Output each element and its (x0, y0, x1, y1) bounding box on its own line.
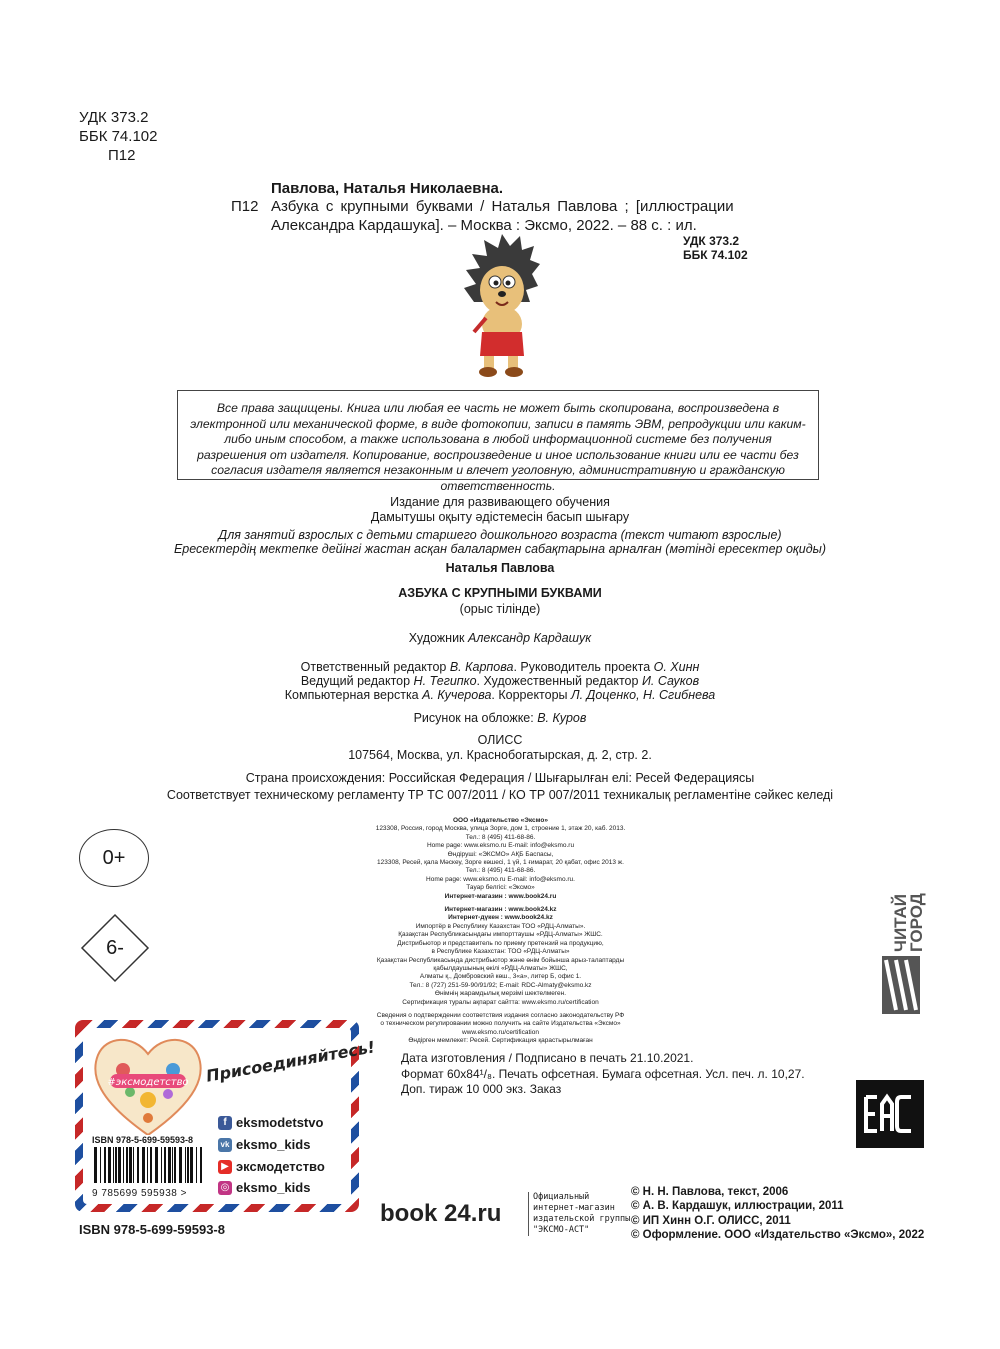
barcode-icon (90, 1145, 208, 1185)
staff-line-2 (0, 674, 1000, 688)
staff-role: Компьютерная верстка (284, 688, 423, 702)
barcode-bar (104, 1147, 106, 1183)
rights-notice: Все права защищены. Книга или любая ее часть не может быть скопирована, воспроизведена в электронной или механической форме, в виде фотокопии, записи в память ЭВМ, репродукции или каким-либо иным способом, а также использована в любой информационной системе без получения разрешения от издателя. Копирование, воспроизведение и иное использование книги или ее части без согласия издателя является незаконным и влечет уголовную, административную и гражданскую ответственность. (177, 390, 819, 480)
artist-name: Александр Кардашук (468, 631, 592, 645)
fine-print-line: Интернет-магазин : www.book24.ru (444, 892, 557, 900)
fine-print-line: Тел.: 8 (727) 251-59-90/91/92; E-mail: RDC-Almaty@eksmo.kz (409, 981, 592, 989)
staff-role: . Корректоры (491, 688, 571, 702)
fine-print-line: Home page: www.eksmo.ru E-mail: info@eksmo.ru. (426, 875, 575, 883)
fine-print-line: Сведения о подтверждении соответствия издания согласно законодательству РФ (376, 1011, 625, 1019)
fine-print-line: Өндірген мемлекет: Ресей. Сертификация қарастырылмаған (408, 1037, 593, 1045)
barcode-bar (126, 1147, 128, 1183)
copyright-line: © Оформление. ООО «Издательство «Эксмо», 2022 (631, 1228, 925, 1241)
fine-print-line: о техническом регулировании можно получить на сайте Издательства «Эксмо» (380, 1020, 621, 1028)
udk-line: УДК 373.2 (79, 109, 149, 126)
barcode-bar (142, 1147, 145, 1183)
book24-desc-line: "ЭКСМО-АСТ" (533, 1225, 590, 1235)
publisher-address: 107564, Москва, ул. Краснобогатырская, д. 2, стр. 2. (348, 748, 652, 762)
bbk-line: ББК 74.102 (79, 128, 158, 145)
catalog-bbk-line: ББК 74.102 (683, 248, 748, 262)
staff-person: О. Хинн (653, 660, 700, 674)
copyrights (631, 1185, 924, 1242)
facebook-icon: f (218, 1116, 232, 1130)
fine-print-line: Home page: www.eksmo.ru E-mail: info@eksmo.ru (426, 842, 575, 850)
book24-desc-line: издательской группы (533, 1214, 631, 1224)
book24-desc-line: интернет-магазин (533, 1203, 615, 1213)
audience-ru: Для занятий взрослых с детьми старшего дошкольного возраста (текст читают взрослые) (218, 528, 782, 542)
barcode-isbn: ISBN 978-5-699-59593-8 (92, 1135, 194, 1145)
print-info (401, 1051, 805, 1098)
social-handle: эксмодетство (236, 1159, 325, 1174)
fine-print-line: Сертификация туралы ақпарат сайтта: www.eksmo.ru/certification (402, 998, 599, 1006)
book-language: (орыс тілінде) (459, 602, 541, 616)
chitai-gorod-logo (876, 860, 924, 1020)
youtube-icon: ▶ (218, 1160, 232, 1174)
barcode-digits: 9 785699 595938 > (92, 1188, 187, 1199)
book24-description (528, 1192, 630, 1236)
catalog-udk (683, 234, 748, 262)
artist-label: Художник (408, 631, 468, 645)
heart-tag: #эксмодетство (107, 1077, 189, 1088)
staff-line-3 (0, 688, 1000, 702)
barcode-bar (137, 1147, 139, 1183)
fine-print-line: Өндіруші: «ЭКСМО» АҚБ Баспасы, (447, 850, 554, 858)
author-mark: П12 (108, 147, 136, 164)
barcode-bar (196, 1147, 197, 1183)
fine-print-line: Алматы қ., Домбровский көш., 3«а», литер Б, офис 1. (419, 973, 582, 981)
fine-print-line: www.eksmo.ru/certification (462, 1028, 539, 1036)
join-label: Присоединяйтесь! (204, 1037, 377, 1086)
copyright-line: © А. В. Кардашук, иллюстрации, 2011 (631, 1200, 844, 1213)
barcode-bar (108, 1147, 111, 1183)
fine-print-line: Тел.: 8 (495) 411-68-86. (465, 867, 536, 875)
fine-print-line: в Республике Казахстан: ТОО «РДЦ-Алматы» (431, 948, 570, 956)
hedgehog-illustration (462, 232, 540, 378)
fine-print-line: Дистрибьютор и представитель по приему претензий на продукцию, (397, 939, 604, 947)
audience-kz: Ересектердің мектепке дейінгі жастан асқан балалармен сабақтарына арналған (мәтінді ересектер оқиды) (173, 542, 827, 556)
artist-line (0, 631, 1000, 645)
barcode-bar (113, 1147, 114, 1183)
catalog-author: Павлова, Наталья Николаевна. (271, 180, 504, 197)
fine-print-line: Қазақстан Республикасындағы импорттаушы «РДЦ-Алматы» ЖШС. (398, 931, 603, 939)
barcode (90, 1135, 208, 1201)
barcode-bar (161, 1147, 162, 1183)
book24-desc-line: Официальный (533, 1192, 590, 1202)
staff-role: . Художественный редактор (476, 674, 642, 688)
regulation-line: Соответствует техническому регламенту ТР ТС 007/2011 / КО ТР 007/2011 техникалық регламентіне сәйкес келеді (166, 788, 834, 802)
eac-mark-icon (856, 1080, 924, 1148)
fine-print-line: Өнімнің жарамдылық мерзімі шектелмеген. (434, 990, 567, 998)
barcode-bar (133, 1147, 134, 1183)
barcode-bar (94, 1147, 97, 1183)
print-run: Доп. тираж 10 000 экз. Заказ (401, 1082, 562, 1096)
fine-print-line: Қазақстан Республикасында дистрибьютор және өнім бойынша арыз-талаптарды (376, 956, 625, 964)
barcode-bar (172, 1147, 173, 1183)
catalog-line-2: Александра Кардашука]. – Москва : Эксмо, 2022. – 88 с. : ил. (271, 217, 697, 234)
social-handle: eksmo_kids (236, 1137, 311, 1152)
catalog-line-1: Азбука с крупными буквами / Наталья Павлова ; [иллюстрации (271, 198, 734, 215)
catalog-udk-line: УДК 373.2 (683, 234, 740, 248)
print-format: Формат 60x84¹/₈. Печать офсетная. Бумага офсетная. Усл. печ. л. 10,27. (401, 1066, 805, 1081)
edition-type-kz: Дамытушы оқыту әдістемесін басып шығару (370, 510, 630, 524)
barcode-bar (185, 1147, 186, 1183)
fine-print-line: Импортёр в Республику Казахстан ТОО «РДЦ-Алматы». (415, 922, 586, 930)
staff-role: Ведущий редактор (300, 674, 414, 688)
barcode-bar (168, 1147, 171, 1183)
fine-print-line: 123308, Россия, город Москва, улица Зорге, дом 1, строение 1, этаж 20, каб. 2013. (375, 825, 626, 833)
book-title: АЗБУКА С КРУПНЫМИ БУКВАМИ (398, 586, 602, 600)
copyright-line: © ИП Хинн О.Г. ОЛИСС, 2011 (631, 1214, 791, 1227)
svg-text:ГОРОД: ГОРОД (907, 893, 926, 952)
instagram-icon: ◎ (218, 1181, 232, 1195)
fine-print-line: Тел.: 8 (495) 411-68-86. (465, 833, 536, 841)
copyright-line: © Н. Н. Павлова, текст, 2006 (631, 1186, 789, 1198)
catalog-code: П12 (231, 198, 259, 215)
fine-print-block (363, 817, 638, 1046)
cover-artist: В. Куров (537, 711, 587, 725)
barcode-bar (129, 1147, 132, 1183)
edition-author: Наталья Павлова (445, 561, 555, 575)
age-rating-diamond-label: 6- (106, 936, 124, 959)
barcode-bar (118, 1147, 121, 1183)
print-date: Дата изготовления / Подписано в печать 21.10.2021. (401, 1051, 694, 1065)
udk-block (79, 108, 157, 165)
social-facebook[interactable] (218, 1115, 323, 1130)
barcode-bar (179, 1147, 182, 1183)
social-instagram[interactable] (218, 1180, 310, 1195)
book24-logo[interactable]: book 24.ru (380, 1200, 502, 1227)
cover-artist-line (0, 711, 1000, 725)
fine-print-line: 123308, Ресей, қала Мәскеу, Зорге көшесі, 1 үй, 1 ғимарат, 20 қабат, офис 2013 ж. (377, 859, 624, 867)
staff-person: В. Карпова (449, 660, 514, 674)
fine-print-line: қабылдаушының өкілі «РДЦ-Алматы» ЖШС, (433, 964, 568, 972)
barcode-bar (200, 1147, 202, 1183)
staff-line-1 (0, 660, 1000, 674)
barcode-bar (164, 1147, 166, 1183)
edition-type-ru: Издание для развивающего обучения (390, 495, 610, 509)
vk-icon: vk (218, 1138, 232, 1152)
social-handle: eksmodetstvo (236, 1115, 324, 1130)
barcode-bar (123, 1147, 124, 1183)
fine-print-line: ООО «Издательство «Эксмо» (453, 817, 548, 824)
staff-person: А. Кучерова (422, 688, 492, 702)
fine-print-line: Интернет-дүкен : www.book24.kz (448, 914, 553, 922)
staff-person: Н. Тегипко (413, 674, 477, 688)
cover-label: Рисунок на обложке: (413, 711, 538, 725)
barcode-bar (100, 1147, 101, 1183)
chitai-gorod-text: ЧИТАЙ (891, 894, 910, 952)
staff-role: Ответственный редактор (300, 660, 450, 674)
social-handle: eksmo_kids (236, 1180, 311, 1195)
heart-icon (88, 1030, 208, 1140)
barcode-bar (174, 1147, 176, 1183)
fine-print-line: Интернет-магазин : www.book24.kz (444, 906, 557, 914)
barcode-bar (155, 1147, 158, 1183)
publisher-name: ОЛИСС (477, 733, 523, 747)
barcode-bar (147, 1147, 148, 1183)
barcode-bar (187, 1147, 189, 1183)
staff-role: . Руководитель проекта (513, 660, 654, 674)
fine-print-line: Тауар белгісі: «Эксмо» (466, 884, 535, 892)
social-vk[interactable] (218, 1137, 310, 1152)
country-of-origin: Страна происхождения: Российская Федерация / Шығарылған елі: Ресей Федерациясы (245, 771, 755, 785)
isbn: ISBN 978-5-699-59593-8 (79, 1222, 225, 1237)
barcode-bar (190, 1147, 193, 1183)
staff-person: И. Сауков (641, 674, 700, 688)
staff-person: Л. Доценко, Н. Сгибнева (571, 688, 716, 702)
barcode-bar (115, 1147, 117, 1183)
age-rating-circle: 0+ (79, 829, 149, 887)
social-youtube[interactable] (218, 1159, 325, 1174)
barcode-bar (150, 1147, 152, 1183)
